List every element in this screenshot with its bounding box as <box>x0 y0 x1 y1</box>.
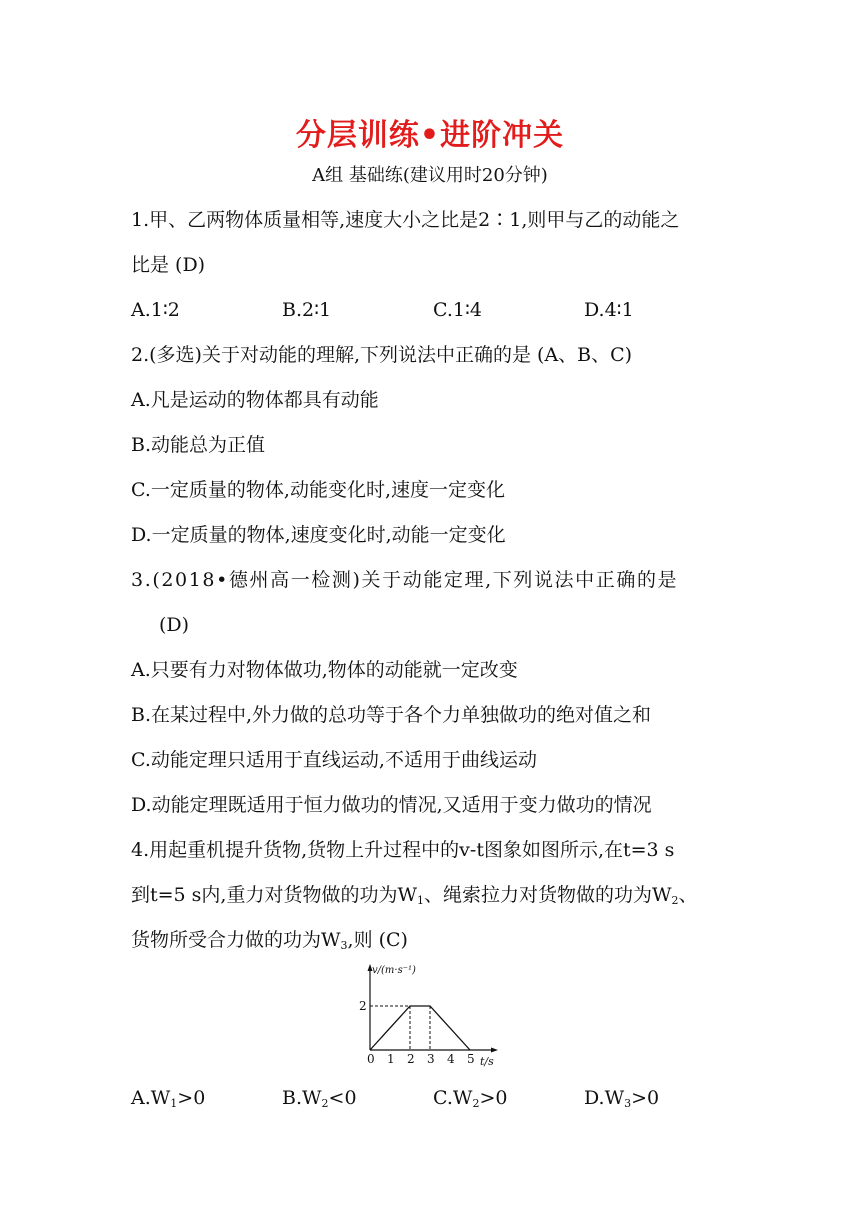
page-title: 分层训练•进阶冲关 <box>295 118 565 153</box>
q3-option-b: B.在某过程中,外力做的总功等于各个力单独做功的绝对值之和 <box>131 704 652 726</box>
q1-stem-line2: 比是 (D) <box>131 254 206 276</box>
x-tick-label: 5 <box>467 1052 475 1066</box>
q2-option-c: C.一定质量的物体,动能变化时,速度一定变化 <box>131 479 505 501</box>
q2-option-a: A.凡是运动的物体都具有动能 <box>131 389 379 411</box>
q4-stem-line1: 4.用起重机提升货物,货物上升过程中的v-t图象如图所示,在t=3 s <box>131 839 675 861</box>
x-axis-arrow <box>491 1048 498 1053</box>
section-subtitle: A组 基础练(建议用时20分钟) <box>312 165 548 186</box>
dashed-guides <box>370 1006 430 1050</box>
q2-option-d: D.一定质量的物体,速度变化时,动能一定变化 <box>131 524 506 546</box>
q3-option-c: C.动能定理只适用于直线运动,不适用于曲线运动 <box>131 749 537 771</box>
q1-option-d: D.4∶1 <box>584 299 634 321</box>
x-tick-label: 1 <box>387 1052 395 1066</box>
x-tick-labels <box>367 1052 475 1066</box>
y-axis-label: v/(m·s⁻¹) <box>372 965 416 976</box>
x-tick-label: 4 <box>447 1052 455 1066</box>
velocity-series-line <box>370 1006 470 1050</box>
q4-option-d: $D.W_3>0$ <box>584 1087 660 1110</box>
q4-stem-line3: 货物所受合力做的功为$W_3$,则 (C) <box>131 929 408 952</box>
q1-stem-line1: 1.甲、乙两物体质量相等,速度大小之比是2∶1,则甲与乙的动能之 <box>131 209 680 231</box>
x-tick-label: 0 <box>367 1052 375 1066</box>
x-tick-label: 3 <box>427 1052 435 1066</box>
x-tick-label: 2 <box>407 1052 415 1066</box>
y-tick-label: 2 <box>359 999 367 1013</box>
q4-stem-line2: 到t=5 s内,重力对货物做的功为$W_1$、绳索拉力对货物做的功为$W_2$、 <box>131 884 698 907</box>
q4-option-c: $C.W_2>0$ <box>433 1087 508 1110</box>
q3-option-a: A.只要有力对物体做功,物体的动能就一定改变 <box>131 659 518 681</box>
q2-option-b: B.动能总为正值 <box>131 434 266 456</box>
q1-option-c: C.1∶4 <box>433 299 483 321</box>
q1-option-a: A.1∶2 <box>131 299 180 321</box>
x-axis-label: t/s <box>480 1055 494 1068</box>
q3-stem-line2: (D) <box>159 614 190 636</box>
q2-stem: 2.(多选)关于对动能的理解,下列说法中正确的是 (A、B、C) <box>131 344 633 366</box>
q4-option-a: $A.W_1>0$ <box>131 1087 206 1110</box>
q1-option-b: B.2∶1 <box>282 299 332 321</box>
y-tick-labels <box>359 999 367 1013</box>
q3-option-d: D.动能定理既适用于恒力做功的情况,又适用于变力做功的情况 <box>131 794 652 816</box>
q3-stem-line1: 3.(2018•德州高一检测)关于动能定理,下列说法中正确的是 <box>131 569 679 591</box>
q4-option-b: $B.W_2<0$ <box>282 1087 357 1110</box>
v-t-graph <box>352 962 512 1068</box>
